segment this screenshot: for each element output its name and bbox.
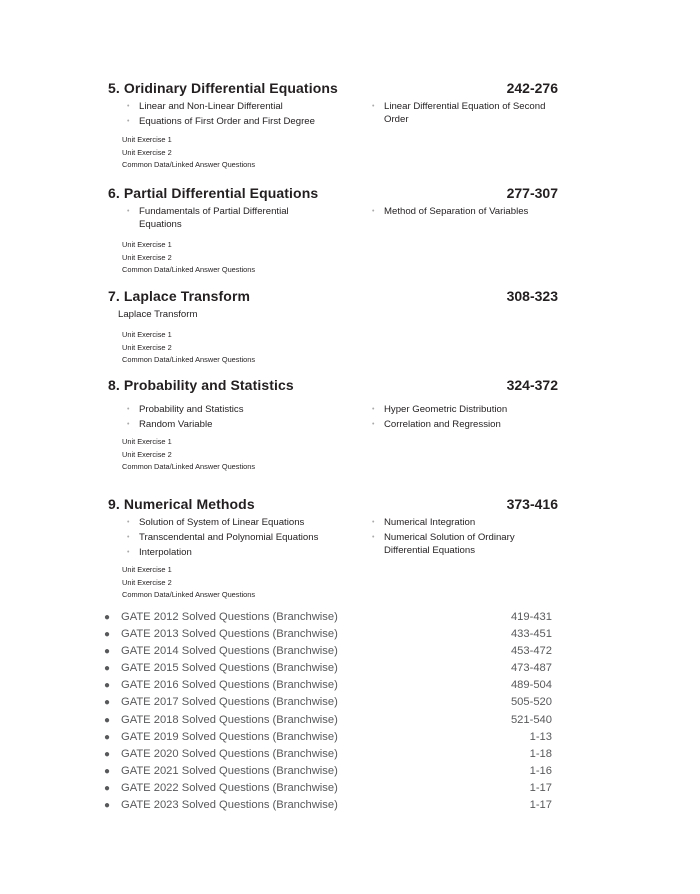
topic-label: Random Variable [139, 418, 213, 430]
topic-column-left [122, 101, 332, 131]
gate-paper-pages: 505-520 [510, 696, 552, 709]
chapter-header [108, 494, 558, 514]
topic-item [367, 532, 517, 557]
exercise-list [122, 134, 255, 172]
topic-label: Numerical Integration [384, 517, 476, 528]
gate-paper-row[interactable] [104, 712, 554, 729]
gate-paper-pages: 521-540 [510, 713, 552, 726]
bullet-icon: ● [104, 629, 111, 641]
topic-label: Fundamentals of Partial Differential Equations [139, 206, 289, 230]
chapter-page-range: 308-323 [506, 288, 558, 304]
bullet-icon: • [372, 103, 375, 110]
bullet-icon: • [127, 519, 130, 526]
topic-label: Laplace Transform [118, 309, 198, 320]
bullet-icon: • [127, 103, 130, 110]
topic-label: Correlation and Regression [384, 418, 501, 430]
topic-item [367, 517, 517, 530]
chapter-header [108, 375, 558, 395]
exercise-list [122, 564, 255, 602]
chapter-title[interactable]: 5. Oridinary Differential Equations [108, 80, 338, 96]
bullet-icon: • [372, 420, 375, 428]
gate-paper-title: GATE 2016 Solved Questions (Branchwise) [121, 679, 338, 692]
gate-paper-title: GATE 2022 Solved Questions (Branchwise) [121, 781, 338, 794]
topic-item [367, 419, 557, 432]
chapter-title[interactable]: 7. Laplace Transform [108, 288, 251, 304]
bullet-icon: ● [104, 782, 111, 794]
gate-paper-pages: 1-17 [529, 781, 552, 794]
chapter-header [108, 286, 558, 306]
bullet-icon: • [127, 533, 130, 541]
bullet-icon: ● [104, 714, 111, 726]
topic-item [122, 116, 332, 129]
exercise-item: Common Data/Linked Answer Questions [122, 265, 256, 275]
topic-label: Hyper Geometric Distribution [384, 404, 508, 415]
gate-papers-list [104, 609, 554, 814]
bullet-icon: • [372, 208, 375, 215]
gate-paper-title: GATE 2013 Solved Questions (Branchwise) [121, 628, 338, 641]
exercise-item: Common Data/Linked Answer Questions [122, 160, 256, 170]
topic-label: Linear Differential Equation of Second Order [384, 101, 546, 125]
gate-paper-row[interactable] [104, 694, 554, 711]
bullet-icon: ● [104, 680, 111, 692]
chapter-header [108, 78, 558, 98]
gate-paper-row[interactable] [104, 746, 554, 763]
bullet-icon: • [127, 208, 130, 215]
gate-paper-title: GATE 2021 Solved Questions (Branchwise) [121, 764, 338, 777]
gate-paper-row[interactable] [104, 729, 554, 746]
bullet-icon: ● [104, 800, 111, 812]
topic-label: Probability and Statistics [139, 404, 244, 415]
exercise-item: Unit Exercise 2 [122, 577, 172, 587]
topic-label: Transcendental and Polynomial Equations [139, 531, 319, 543]
chapter-9 [108, 494, 558, 600]
gate-paper-row[interactable] [104, 763, 554, 780]
gate-paper-row[interactable] [104, 643, 554, 660]
topic-column-left [122, 206, 292, 234]
topic-label: Numerical Solution of Ordinary Differential Equations [384, 531, 515, 556]
topic-column-left [122, 517, 332, 562]
gate-paper-pages: 1-18 [529, 747, 552, 760]
chapter-7 [108, 286, 558, 365]
exercise-item: Unit Exercise 2 [122, 147, 172, 157]
gate-paper-title: GATE 2012 Solved Questions (Branchwise) [121, 611, 338, 623]
topic-item [122, 517, 332, 530]
bullet-icon: ● [104, 765, 111, 777]
exercise-list [122, 329, 255, 367]
chapter-5 [108, 78, 558, 170]
bullet-icon: ● [104, 697, 111, 709]
exercise-list [122, 436, 255, 474]
bullet-icon: ● [104, 612, 111, 623]
gate-paper-row[interactable] [104, 780, 554, 797]
bullet-icon: • [127, 420, 130, 428]
gate-paper-title: GATE 2023 Solved Questions (Branchwise) [121, 799, 338, 812]
topic-label: Interpolation [139, 546, 192, 558]
chapter-title[interactable]: 9. Numerical Methods [108, 496, 255, 512]
gate-paper-row[interactable] [104, 609, 554, 626]
bullet-icon: ● [104, 748, 111, 760]
exercise-item: Common Data/Linked Answer Questions [122, 590, 256, 600]
gate-paper-title: GATE 2014 Solved Questions (Branchwise) [121, 645, 338, 658]
gate-paper-row[interactable] [104, 797, 554, 814]
topic-item [367, 404, 557, 417]
exercise-list [122, 239, 255, 277]
exercise-item: Common Data/Linked Answer Questions [122, 462, 256, 472]
chapter-page-range: 373-416 [506, 496, 558, 512]
topic-item [122, 101, 332, 114]
gate-paper-row[interactable] [104, 660, 554, 677]
gate-paper-title: GATE 2017 Solved Questions (Branchwise) [121, 696, 338, 709]
gate-paper-title: GATE 2015 Solved Questions (Branchwise) [121, 662, 338, 675]
bullet-icon: ● [104, 646, 111, 658]
gate-paper-row[interactable] [104, 626, 554, 643]
gate-paper-row[interactable] [104, 677, 554, 694]
chapter-8 [108, 375, 558, 472]
gate-paper-pages: 1-17 [529, 799, 552, 812]
chapter-page-range: 324-372 [506, 377, 558, 393]
topic-column-left [122, 404, 332, 434]
bullet-icon: • [127, 117, 130, 125]
chapter-page-range: 277-307 [506, 185, 558, 201]
exercise-item: Unit Exercise 2 [122, 252, 172, 262]
bullet-icon: ● [104, 663, 111, 675]
gate-paper-pages: 419-431 [510, 611, 552, 623]
topic-item [122, 547, 332, 560]
bullet-icon: • [372, 533, 375, 541]
topic-item [122, 206, 292, 231]
gate-paper-title: GATE 2020 Solved Questions (Branchwise) [121, 747, 338, 760]
exercise-item: Unit Exercise 2 [122, 449, 172, 459]
gate-paper-pages: 453-472 [510, 645, 552, 658]
topic-item [122, 532, 332, 545]
bullet-icon: ● [104, 731, 111, 743]
gate-paper-pages: 1-16 [529, 764, 552, 777]
topic-label: Solution of System of Linear Equations [139, 517, 305, 528]
gate-paper-pages: 473-487 [510, 662, 552, 675]
exercise-item: Unit Exercise 1 [122, 330, 172, 339]
chapter-6 [108, 183, 558, 275]
exercise-item: Common Data/Linked Answer Questions [122, 355, 256, 365]
gate-paper-title: GATE 2018 Solved Questions (Branchwise) [121, 713, 338, 726]
topic-item [367, 206, 557, 219]
chapter-title[interactable]: 6. Partial Differential Equations [108, 185, 319, 201]
gate-paper-pages: 489-504 [510, 679, 552, 692]
gate-paper-pages: 1-13 [529, 730, 552, 743]
exercise-item: Unit Exercise 1 [122, 240, 172, 249]
topic-column-right [367, 101, 557, 129]
chapter-title[interactable]: 8. Probability and Statistics [108, 377, 294, 393]
topic-column-right [367, 206, 557, 221]
topic-column-right [367, 404, 557, 434]
exercise-item: Unit Exercise 1 [122, 565, 172, 574]
exercise-item: Unit Exercise 1 [122, 135, 172, 144]
bullet-icon: • [127, 406, 130, 413]
topic-item [367, 101, 557, 126]
bullet-icon: • [372, 519, 375, 526]
gate-paper-pages: 433-451 [510, 628, 552, 641]
topic-column-right [367, 517, 517, 560]
topic-item [122, 419, 332, 432]
topic-item [122, 404, 332, 417]
chapter-page-range: 242-276 [506, 80, 558, 96]
exercise-item: Unit Exercise 1 [122, 437, 172, 446]
gate-paper-title: GATE 2019 Solved Questions (Branchwise) [121, 730, 338, 743]
bullet-icon: • [372, 406, 375, 413]
topic-label: Linear and Non-Linear Differential [139, 101, 283, 112]
topic-label: Equations of First Order and First Degree [139, 115, 315, 127]
chapter-header [108, 183, 558, 203]
bullet-icon: • [127, 548, 130, 556]
exercise-item: Unit Exercise 2 [122, 342, 172, 352]
topic-label: Method of Separation of Variables [384, 206, 529, 217]
